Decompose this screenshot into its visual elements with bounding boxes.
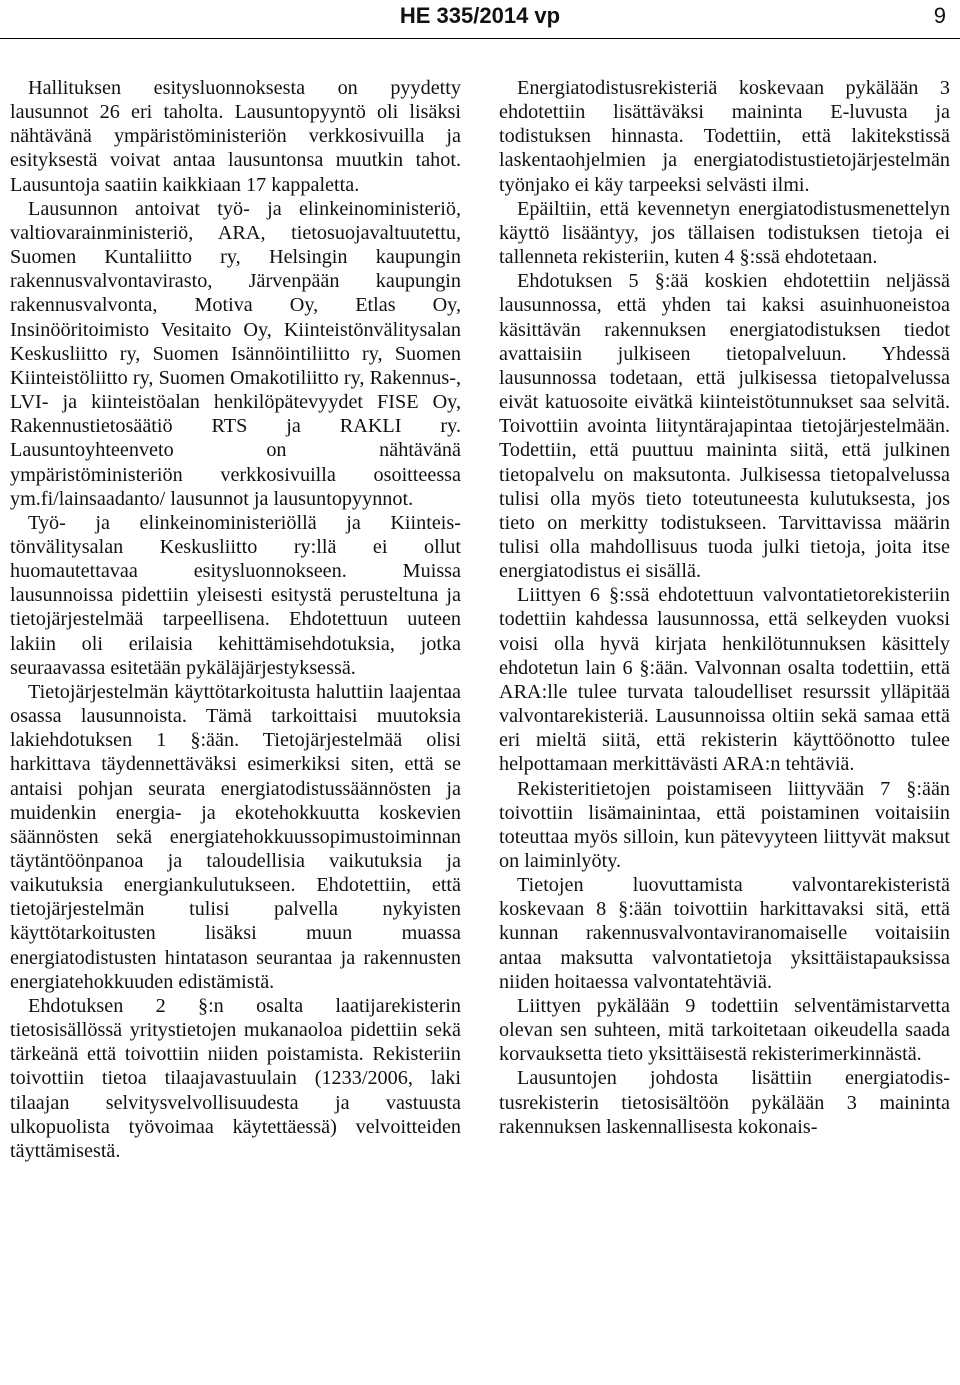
paragraph: Työ- ja elinkeinoministeriöllä ja Kiinteistönvälitysalan Keskusliitto ry:llä ei ollut huomautettavaa esitysluonnokseen. Muissa lausunnoissa pidettiin yleisesti esitystä perusteltuna ja tietojärjestelmää tarpeellisena. Ehdotettuun uuteen lakiin oli erilaisia kehittämisehdotuksia, jotka seuraavassa esitetään pykäläjärjestyksessä. xyxy=(10,511,461,679)
document-id: HE 335/2014 vp xyxy=(399,3,561,28)
paragraph: Lausuntojen johdosta lisättiin energiatodistusrekisterin tietosisältöön pykälään 3 maininta rakennuksen laskennallisesta kokonais- xyxy=(499,1067,950,1138)
paragraph: Ehdotuksen 2 §:n osalta laatijarekisterin tietosisällössä yritystietojen mukanaoloa pidettiin sekä tärkeänä että toivottiin niiden poistamista. Rekisteriin toivottiin tietoa tilaajavastuulain (1233/2006, laki tilaajan selvitysvelvollisuudesta ja vastuusta ulkopuolista työvoimaa käytettäessä) velvoitteiden täyttämisestä. xyxy=(10,994,461,1162)
paragraph: Energiatodistusrekisteriä koskevaan pykälään 3 ehdotettiin lisättäväksi maininta E-luvusta ja todistuksen hinnasta. Todettiin, että lakitekstissä laskentaohjelmien ja energiatodistustietojärjestelmän työnjako ei käy tarpeeksi selvästi ilmi. xyxy=(499,77,950,196)
paragraph: Ehdotuksen 5 §:ää koskien ehdotettiin neljässä lausunnossa, että yhden tai kaksi asuinhuoneistoa käsittävän rakennuksen energiatodistuksen tiedot avattaisiin julkiseen tietopalveluun. Yhdessä lausunnossa todetaan, että julkisessa tietopalvelussa eivät katuosoite eivätkä kiinteistötunnukset saa selvitä. Toivottiin avointa liityntärajapintaa tietojärjestelmään. Todettiin, että puuttuu maininta siitä, että julkinen tietopalvelu on maksutonta. Julkisessa tietopalvelussa tulisi olla myös tieto toteutuneesta kulutuksesta, jos tieto on merkitty todistukseen. Tarvittavissa määrin tulisi olla mahdollisuus tuoda julki tietoja, joita itse energiatodistus ei sisällä. xyxy=(499,270,950,583)
paragraph: Tietojen luovuttamista valvontarekisteristä koskevaan 8 §:ään toivottiin harkittavaksi sitä, että kunnan rakennusvalvontaviranomaiselle voitaisiin antaa maksutta valvontatietoja yksittäistapauksissa niiden hoitaessa valvontatehtäviä. xyxy=(499,874,950,993)
paragraph: Tietojärjestelmän käyttötarkoitusta haluttiin laajentaa osassa lausunnoista. Tämä tarkoittaisi muutoksia lakiehdotuksen 1 §:ään. Tietojärjestelmää olisi harkittava täydennettäväksi esimerkiksi siten, että se antaisi pohjan seurata energiatodistussäännösten ja muidenkin energia- ja ekotehokkuutta koskevien säännösten sekä energiatehokkuussopimustoiminnan täytäntöönpanoa ja taloudellisia vaikutuksia ja vaikutuksia energiankulutukseen. Ehdotettiin, että tietojärjestelmän tulisi palvella nykyisten käyttötarkoitusten lisäksi muun muassa energiatodistusten hintatason seurantaa ja rakennusten energiatehokkuuden edistämistä. xyxy=(10,680,461,993)
paragraph: Liittyen 6 §:ssä ehdotettuun valvontatietorekisteriin todettiin kahdessa lausunnossa, että selkeyden vuoksi voisi olla hyvä kirjata henkilötunnuksen käsittely ehdotetun lain 6 §:ään. Valvonnan osalta todettiin, että ARA:lle tulee turvata taloudelliset resurssit ylläpitää valvontarekisteriä. Lausunnoissa oltiin sekä samaa että eri mieltä siitä, että rekisterin käyttöönotto tulee helpottamaan merkittävästi ARA:n tehtäviä. xyxy=(499,584,950,776)
paragraph: Rekisteritietojen poistamiseen liittyvään 7 §:ään toivottiin lisämainintaa, että poistaminen voitaisiin toteuttaa myös silloin, kun pätevyyteen liittyvät maksut on laiminlyöty. xyxy=(499,777,950,872)
paragraph: Hallituksen esitysluonnoksesta on pyydetty lausunnot 26 eri taholta. Lausuntopyyntö oli lisäksi nähtävänä ympäristöministeriön verkkosivuilla ja esityksestä voivat antaa lausuntonsa muutkin tahot. Lausuntoja saatiin kaikkiaan 17 kappaletta. xyxy=(10,77,461,196)
header-rule xyxy=(0,38,960,39)
right-column xyxy=(499,76,950,1139)
page-header xyxy=(0,0,960,40)
paragraph: Lausunnon antoivat työ- ja elinkeinoministeriö, valtiovarainministeriö, ARA, tietosuojavaltuutettu, Suomen Kuntaliitto ry, Helsingin kaupungin rakennusvalvontavirasto, Järvenpään kaupungin rakennusvalvonta, Motiva Oy, Etlas Oy, Insinööritoimisto Vesitaito Oy, Kiinteistönvälitysalan Keskusliitto ry, Suomen Isännöintiliitto ry, Suomen Kiinteistöliitto ry, Suomen Omakotiliitto ry, Rakennus-, LVI- ja kiinteistöalan henkilöpätevyydet FISE Oy, Rakennustietosäätiö RTS ja RAKLI ry. Lausuntoyhteenveto on nähtävänä ympäristöministeriön verkkosivuilla osoitteessa ym.fi/lainsaadanto/ lausunnot ja lausuntopyynnot. xyxy=(10,197,461,510)
left-column xyxy=(10,76,461,1163)
page-number: 9 xyxy=(933,3,946,28)
paragraph: Epäiltiin, että kevennetyn energiatodistusmenettelyn käyttö lisääntyy, jos tällaisen todistuksen tietoja ei tallenneta rekisteriin, kuten 4 §:ssä ehdotetaan. xyxy=(499,197,950,269)
paragraph: Liittyen pykälään 9 todettiin selventämistarvetta olevan sen suhteen, mitä tarkoitetaan oikeudella saada korvauksetta tieto yksittäisestä rekisterimerkinnästä. xyxy=(499,994,950,1066)
